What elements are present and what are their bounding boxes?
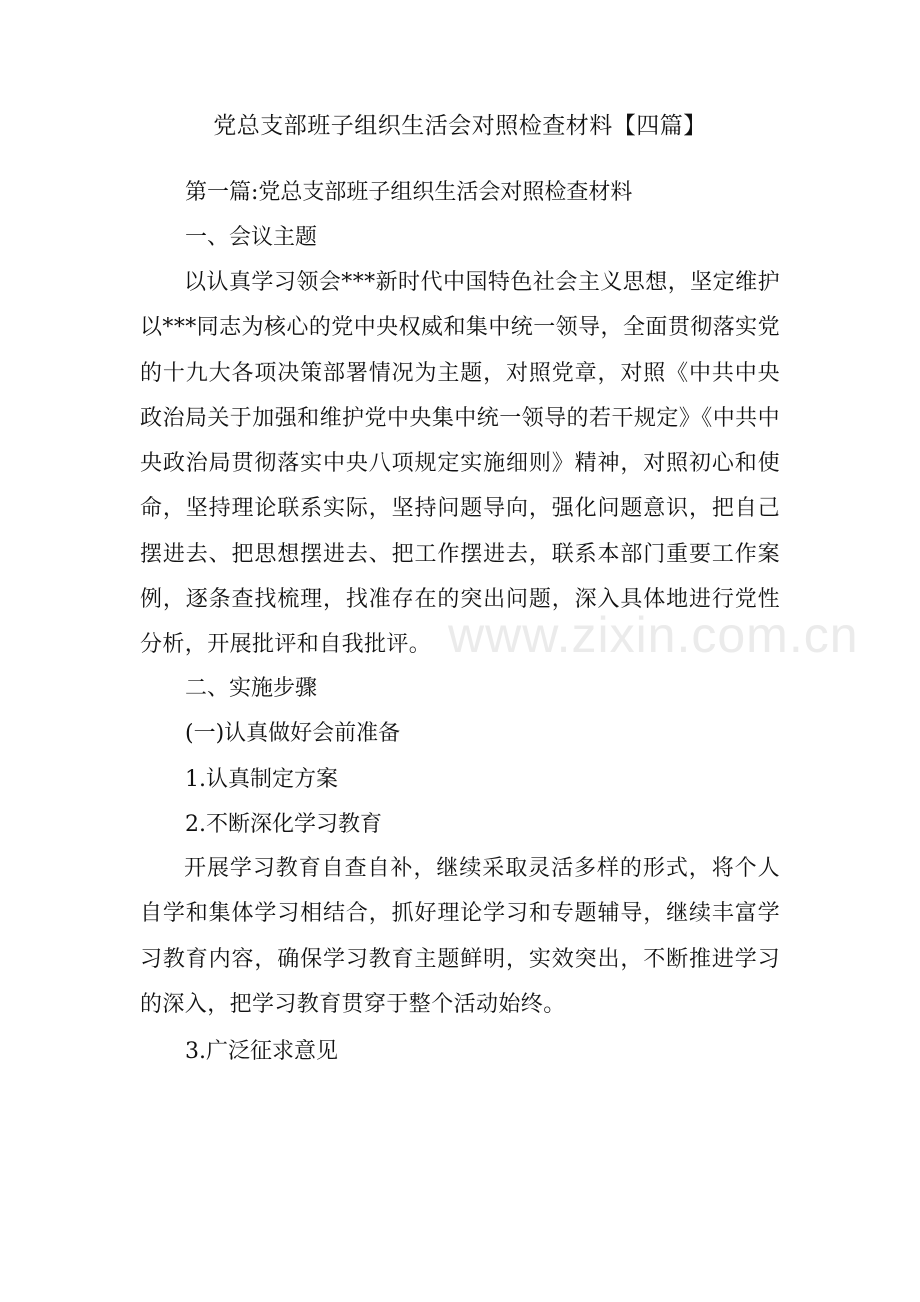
- section1-paragraph: 以认真学习领会***新时代中国特色社会主义思想，坚定维护以***同志为核心的党中央权威和集中统一领导，全面贯彻落实党的十九大各项决策部署情况为主题，对照党章，对照《中共中央政治局关于加强和维护党中央集中统一领导的若干规定》《中共中央政治局贯彻落实中央八项规定实施细则》精神，对照初心和使命，坚持理论联系实际，坚持问题导向，强化问题意识，把自己摆进去、把思想摆进去、把工作摆进去，联系本部门重要工作案例，逐条查找梳理，找准存在的突出问题，深入具体地进行党性分析，开展批评和自我批评。: [140, 270, 780, 658]
- item3-heading: 3.广泛征求意见: [185, 1039, 338, 1064]
- item1-heading: 1.认真制定方案: [185, 767, 338, 792]
- part1-heading: 第一篇:党总支部班子组织生活会对照检查材料: [185, 180, 633, 205]
- section1-heading: 一、会议主题: [185, 225, 318, 250]
- item2-heading: 2.不断深化学习教育: [185, 812, 382, 837]
- item2-paragraph: 开展学习教育自查自补，继续采取灵活多样的形式，将个人自学和集体学习相结合，抓好理论学习和专题辅导，继续丰富学习教育内容，确保学习教育主题鲜明，实效突出，不断推进学习的深入，把学习教育贯穿于整个活动始终。: [140, 856, 780, 1017]
- document-title: 党总支部班子组织生活会对照检查材料【四篇】: [213, 113, 707, 139]
- watermark-text: www.zixin.com.cn: [448, 607, 859, 663]
- section2-heading: 二、实施步骤: [185, 676, 318, 701]
- subsection1-heading: (一)认真做好会前准备: [185, 721, 401, 746]
